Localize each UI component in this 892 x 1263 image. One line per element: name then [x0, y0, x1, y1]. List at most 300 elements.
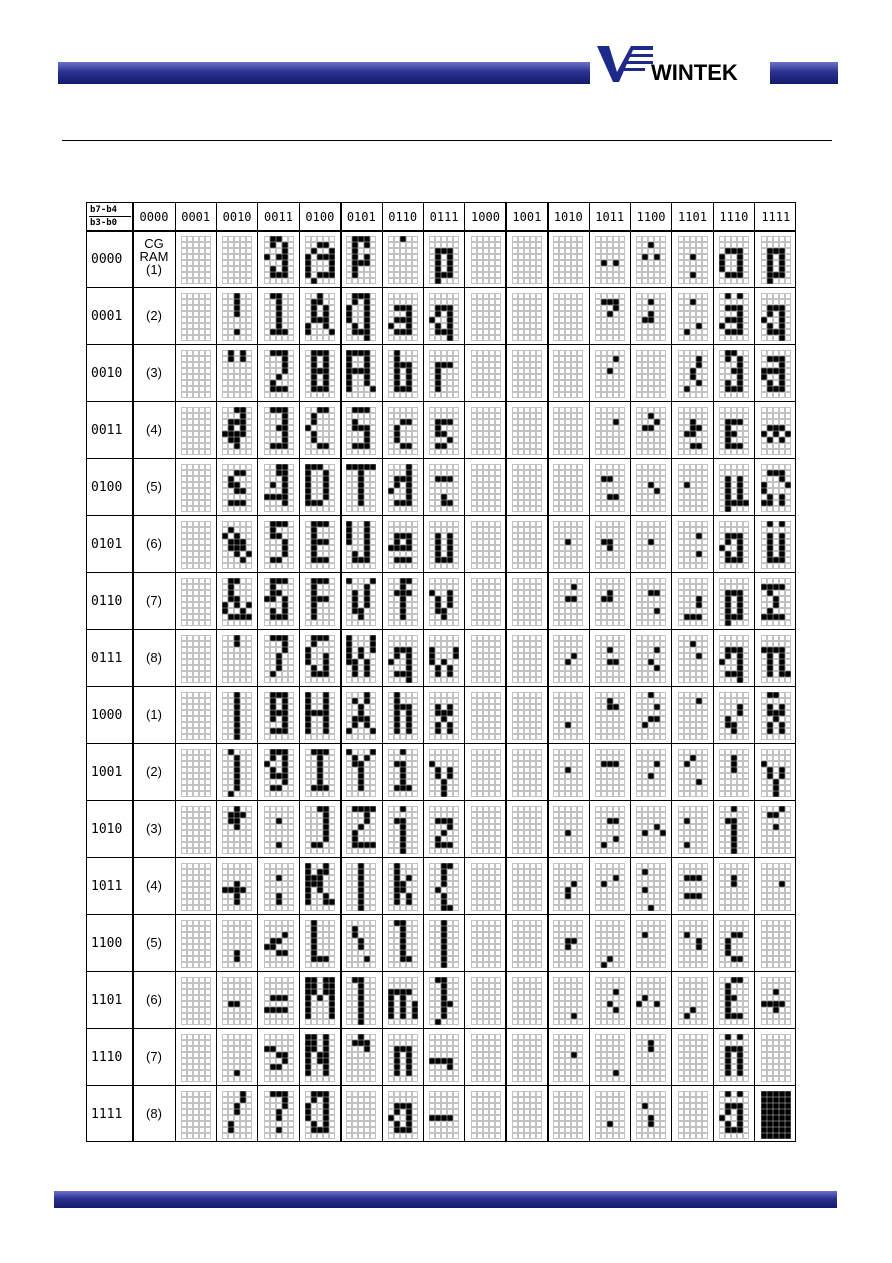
- dot-matrix-cell: [346, 806, 376, 854]
- dot-matrix-cell: [553, 806, 583, 854]
- dot-matrix-cell: [553, 920, 583, 968]
- brand-name: WINTEK: [651, 60, 738, 85]
- dot-matrix-cell: [264, 692, 294, 740]
- dot-matrix-cell: [305, 578, 335, 626]
- grid-hline: [87, 914, 795, 915]
- dot-matrix-cell: [512, 350, 542, 398]
- dot-matrix-cell: [181, 806, 211, 854]
- column-header: 0100: [305, 210, 335, 224]
- corner-label-high-bits: b7-b4: [90, 205, 118, 215]
- dot-matrix-cell: [388, 635, 418, 683]
- dot-matrix-cell: [719, 521, 749, 569]
- dot-matrix-cell: [471, 236, 501, 284]
- column-header: 1011: [595, 210, 625, 224]
- dot-matrix-cell: [512, 863, 542, 911]
- dot-matrix-cell: [429, 521, 459, 569]
- dot-matrix-cell: [719, 350, 749, 398]
- dot-matrix-cell: [512, 977, 542, 1025]
- dot-matrix-cell: [305, 1091, 335, 1139]
- dot-matrix-cell: [264, 293, 294, 341]
- grid-hline: [87, 1028, 795, 1029]
- dot-matrix-cell: [181, 863, 211, 911]
- dot-matrix-cell: [512, 1034, 542, 1082]
- dot-matrix-cell: [512, 920, 542, 968]
- dot-matrix-cell: [181, 350, 211, 398]
- dot-matrix-cell: [678, 977, 708, 1025]
- dot-matrix-cell: [553, 293, 583, 341]
- dot-matrix-cell: [636, 1091, 666, 1139]
- dot-matrix-cell: [636, 350, 666, 398]
- dot-matrix-cell: [553, 863, 583, 911]
- column-header: 1001: [512, 210, 542, 224]
- dot-matrix-cell: [719, 749, 749, 797]
- dot-matrix-cell: [429, 464, 459, 512]
- dot-matrix-cell: [761, 1034, 791, 1082]
- dot-matrix-cell: [761, 521, 791, 569]
- dot-matrix-cell: [264, 407, 294, 455]
- row-header: 0101: [91, 536, 123, 552]
- row-header: 1011: [91, 878, 123, 894]
- grid-hline: [87, 686, 795, 687]
- dot-matrix-cell: [181, 407, 211, 455]
- dot-matrix-cell: [346, 692, 376, 740]
- cgram-label-first: CG RAM (1): [139, 236, 169, 277]
- dot-matrix-cell: [719, 578, 749, 626]
- dot-matrix-cell: [181, 1091, 211, 1139]
- dot-matrix-cell: [388, 293, 418, 341]
- dot-matrix-cell: [553, 464, 583, 512]
- dot-matrix-cell: [471, 350, 501, 398]
- dot-matrix-cell: [305, 749, 335, 797]
- dot-matrix-cell: [636, 407, 666, 455]
- dot-matrix-cell: [305, 977, 335, 1025]
- dot-matrix-cell: [388, 1091, 418, 1139]
- dot-matrix-cell: [678, 806, 708, 854]
- dot-matrix-cell: [678, 1091, 708, 1139]
- row-header: 0110: [91, 593, 123, 609]
- dot-matrix-cell: [595, 749, 625, 797]
- dot-matrix-cell: [388, 464, 418, 512]
- dot-matrix-cell: [305, 806, 335, 854]
- dot-matrix-cell: [553, 977, 583, 1025]
- dot-matrix-cell: [636, 749, 666, 797]
- dot-matrix-cell: [512, 1091, 542, 1139]
- dot-matrix-cell: [305, 692, 335, 740]
- dot-matrix-cell: [264, 920, 294, 968]
- dot-matrix-cell: [471, 1034, 501, 1082]
- dot-matrix-cell: [305, 236, 335, 284]
- dot-matrix-cell: [222, 1091, 252, 1139]
- dot-matrix-cell: [761, 749, 791, 797]
- dot-matrix-cell: [471, 749, 501, 797]
- dot-matrix-cell: [346, 1091, 376, 1139]
- column-header: 0010: [222, 210, 252, 224]
- dot-matrix-cell: [264, 863, 294, 911]
- column-header: 0011: [264, 210, 293, 224]
- dot-matrix-cell: [471, 1091, 501, 1139]
- dot-matrix-cell: [222, 806, 252, 854]
- column-header: 0000: [139, 210, 169, 224]
- dot-matrix-cell: [388, 350, 418, 398]
- column-header: 1010: [553, 210, 583, 224]
- dot-matrix-cell: [512, 578, 542, 626]
- cgram-label: (8): [146, 1105, 162, 1121]
- dot-matrix-cell: [222, 350, 252, 398]
- header-rule: [62, 140, 832, 141]
- dot-matrix-cell: [678, 236, 708, 284]
- dot-matrix-cell: [719, 293, 749, 341]
- dot-matrix-cell: [388, 407, 418, 455]
- dot-matrix-cell: [636, 863, 666, 911]
- dot-matrix-cell: [388, 920, 418, 968]
- dot-matrix-cell: [761, 692, 791, 740]
- dot-matrix-cell: [388, 977, 418, 1025]
- dot-matrix-cell: [678, 692, 708, 740]
- dot-matrix-cell: [346, 749, 376, 797]
- dot-matrix-cell: [595, 293, 625, 341]
- dot-matrix-cell: [636, 464, 666, 512]
- dot-matrix-cell: [264, 236, 294, 284]
- dot-matrix-cell: [346, 293, 376, 341]
- dot-matrix-cell: [429, 407, 459, 455]
- dot-matrix-cell: [388, 692, 418, 740]
- dot-matrix-cell: [388, 236, 418, 284]
- dot-matrix-cell: [595, 692, 625, 740]
- dot-matrix-cell: [346, 521, 376, 569]
- cgram-label: (5): [146, 934, 162, 950]
- grid-hline: [87, 743, 795, 744]
- dot-matrix-cell: [429, 749, 459, 797]
- cgram-label: (7): [146, 592, 162, 608]
- dot-matrix-cell: [181, 236, 211, 284]
- dot-matrix-cell: [595, 350, 625, 398]
- dot-matrix-cell: [471, 521, 501, 569]
- dot-matrix-cell: [305, 635, 335, 683]
- dot-matrix-cell: [264, 521, 294, 569]
- grid-hline: [87, 458, 795, 459]
- grid-hline: [87, 1085, 795, 1086]
- dot-matrix-cell: [305, 350, 335, 398]
- dot-matrix-cell: [636, 1034, 666, 1082]
- dot-matrix-cell: [761, 1091, 791, 1139]
- dot-matrix-cell: [305, 407, 335, 455]
- dot-matrix-cell: [181, 920, 211, 968]
- column-header: 0001: [181, 210, 211, 224]
- dot-matrix-cell: [719, 977, 749, 1025]
- dot-matrix-cell: [346, 350, 376, 398]
- dot-matrix-cell: [595, 920, 625, 968]
- header-bar-left: [58, 62, 590, 84]
- dot-matrix-cell: [305, 1034, 335, 1082]
- dot-matrix-cell: [761, 236, 791, 284]
- dot-matrix-cell: [595, 407, 625, 455]
- dot-matrix-cell: [181, 521, 211, 569]
- dot-matrix-cell: [636, 977, 666, 1025]
- dot-matrix-cell: [346, 977, 376, 1025]
- dot-matrix-cell: [761, 806, 791, 854]
- column-header: 0111: [429, 210, 459, 224]
- dot-matrix-cell: [305, 863, 335, 911]
- dot-matrix-cell: [636, 293, 666, 341]
- cgram-label: (2): [146, 307, 162, 323]
- wintek-logo-mark: [595, 42, 655, 88]
- dot-matrix-cell: [471, 578, 501, 626]
- cgram-label: (8): [146, 649, 162, 665]
- dot-matrix-cell: [471, 464, 501, 512]
- header-bar-right: [770, 62, 838, 84]
- dot-matrix-cell: [471, 407, 501, 455]
- dot-matrix-cell: [761, 293, 791, 341]
- dot-matrix-cell: [346, 578, 376, 626]
- dot-matrix-cell: [429, 977, 459, 1025]
- dot-matrix-cell: [181, 578, 211, 626]
- dot-matrix-cell: [305, 464, 335, 512]
- dot-matrix-cell: [471, 977, 501, 1025]
- dot-matrix-cell: [553, 578, 583, 626]
- grid-hline: [87, 857, 795, 858]
- row-header: 1001: [91, 764, 123, 780]
- grid-hline: [87, 800, 795, 801]
- dot-matrix-cell: [222, 692, 252, 740]
- dot-matrix-cell: [222, 635, 252, 683]
- dot-matrix-cell: [719, 863, 749, 911]
- dot-matrix-cell: [636, 920, 666, 968]
- dot-matrix-cell: [678, 293, 708, 341]
- dot-matrix-cell: [181, 635, 211, 683]
- dot-matrix-cell: [429, 236, 459, 284]
- dot-matrix-cell: [388, 863, 418, 911]
- dot-matrix-cell: [264, 578, 294, 626]
- grid-hline: [87, 629, 795, 630]
- dot-matrix-cell: [429, 350, 459, 398]
- dot-matrix-cell: [429, 578, 459, 626]
- cgram-label: (6): [146, 991, 162, 1007]
- dot-matrix-cell: [553, 749, 583, 797]
- row-header: 0011: [91, 422, 123, 438]
- dot-matrix-cell: [595, 863, 625, 911]
- grid-hline: [87, 971, 795, 972]
- column-header: 1100: [636, 210, 666, 224]
- dot-matrix-cell: [719, 692, 749, 740]
- cgram-label: (6): [146, 535, 162, 551]
- dot-matrix-cell: [553, 692, 583, 740]
- row-header: 0001: [91, 308, 123, 324]
- dot-matrix-cell: [264, 1091, 294, 1139]
- dot-matrix-cell: [553, 635, 583, 683]
- dot-matrix-cell: [264, 749, 294, 797]
- dot-matrix-cell: [512, 293, 542, 341]
- dot-matrix-cell: [222, 749, 252, 797]
- dot-matrix-cell: [553, 521, 583, 569]
- dot-matrix-cell: [761, 920, 791, 968]
- dot-matrix-cell: [181, 293, 211, 341]
- footer-bar: [54, 1191, 837, 1208]
- dot-matrix-cell: [512, 635, 542, 683]
- dot-matrix-cell: [553, 236, 583, 284]
- dot-matrix-cell: [181, 749, 211, 797]
- column-header: 1111: [761, 210, 791, 224]
- dot-matrix-cell: [222, 1034, 252, 1082]
- dot-matrix-cell: [636, 578, 666, 626]
- row-header: 1111: [91, 1106, 123, 1122]
- dot-matrix-cell: [429, 692, 459, 740]
- dot-matrix-cell: [761, 407, 791, 455]
- dot-matrix-cell: [761, 635, 791, 683]
- dot-matrix-cell: [346, 635, 376, 683]
- row-header: 1010: [91, 821, 123, 837]
- dot-matrix-cell: [222, 521, 252, 569]
- dot-matrix-cell: [553, 1034, 583, 1082]
- row-header: 0000: [91, 251, 123, 267]
- dot-matrix-cell: [346, 1034, 376, 1082]
- dot-matrix-cell: [264, 806, 294, 854]
- grid-hline: [87, 572, 795, 573]
- dot-matrix-cell: [595, 521, 625, 569]
- dot-matrix-cell: [264, 464, 294, 512]
- dot-matrix-cell: [761, 977, 791, 1025]
- dot-matrix-cell: [553, 407, 583, 455]
- dot-matrix-cell: [305, 920, 335, 968]
- dot-matrix-cell: [222, 407, 252, 455]
- dot-matrix-cell: [636, 692, 666, 740]
- dot-matrix-cell: [678, 920, 708, 968]
- cgram-label: (4): [146, 421, 162, 437]
- dot-matrix-cell: [388, 806, 418, 854]
- dot-matrix-cell: [761, 863, 791, 911]
- dot-matrix-cell: [595, 635, 625, 683]
- row-header: 0010: [91, 365, 123, 381]
- dot-matrix-cell: [471, 806, 501, 854]
- corner-divider: [89, 216, 131, 217]
- cgram-label: (3): [146, 820, 162, 836]
- column-header: 0101: [346, 210, 376, 224]
- dot-matrix-cell: [346, 920, 376, 968]
- dot-matrix-cell: [719, 806, 749, 854]
- dot-matrix-cell: [181, 977, 211, 1025]
- row-header: 1101: [91, 992, 123, 1008]
- dot-matrix-cell: [678, 464, 708, 512]
- dot-matrix-cell: [388, 578, 418, 626]
- dot-matrix-cell: [512, 236, 542, 284]
- row-header: 0100: [91, 479, 123, 495]
- dot-matrix-cell: [512, 692, 542, 740]
- dot-matrix-cell: [761, 464, 791, 512]
- dot-matrix-cell: [761, 350, 791, 398]
- column-header: 1110: [719, 210, 749, 224]
- dot-matrix-cell: [636, 236, 666, 284]
- dot-matrix-cell: [429, 920, 459, 968]
- dot-matrix-cell: [678, 749, 708, 797]
- dot-matrix-cell: [181, 692, 211, 740]
- dot-matrix-cell: [719, 464, 749, 512]
- dot-matrix-cell: [388, 1034, 418, 1082]
- cgram-label: (7): [146, 1048, 162, 1064]
- dot-matrix-cell: [471, 863, 501, 911]
- dot-matrix-cell: [636, 635, 666, 683]
- dot-matrix-cell: [264, 977, 294, 1025]
- dot-matrix-cell: [471, 692, 501, 740]
- cgram-label: (2): [146, 763, 162, 779]
- dot-matrix-cell: [512, 749, 542, 797]
- dot-matrix-cell: [719, 635, 749, 683]
- cgram-label: (3): [146, 364, 162, 380]
- dot-matrix-cell: [429, 1091, 459, 1139]
- dot-matrix-cell: [595, 806, 625, 854]
- dot-matrix-cell: [636, 806, 666, 854]
- character-code-table: [86, 202, 796, 1142]
- dot-matrix-cell: [678, 1034, 708, 1082]
- dot-matrix-cell: [595, 578, 625, 626]
- dot-matrix-cell: [429, 635, 459, 683]
- grid-hline: [87, 515, 795, 516]
- dot-matrix-cell: [471, 293, 501, 341]
- column-header: 1000: [471, 210, 500, 224]
- dot-matrix-cell: [761, 578, 791, 626]
- dot-matrix-cell: [553, 1091, 583, 1139]
- dot-matrix-cell: [678, 407, 708, 455]
- dot-matrix-cell: [346, 236, 376, 284]
- dot-matrix-cell: [595, 1034, 625, 1082]
- dot-matrix-cell: [678, 578, 708, 626]
- dot-matrix-cell: [222, 236, 252, 284]
- dot-matrix-cell: [429, 293, 459, 341]
- dot-matrix-cell: [719, 1091, 749, 1139]
- dot-matrix-cell: [595, 236, 625, 284]
- dot-matrix-cell: [678, 863, 708, 911]
- cgram-label: (5): [146, 478, 162, 494]
- dot-matrix-cell: [222, 293, 252, 341]
- grid-hline: [87, 401, 795, 402]
- dot-matrix-cell: [181, 1034, 211, 1082]
- wintek-logo: [595, 42, 770, 88]
- grid-hline: [87, 287, 795, 288]
- row-header: 1100: [91, 935, 123, 951]
- corner-label-low-bits: b3-b0: [90, 218, 118, 228]
- dot-matrix-cell: [471, 920, 501, 968]
- dot-matrix-cell: [346, 407, 376, 455]
- dot-matrix-cell: [346, 464, 376, 512]
- dot-matrix-cell: [264, 635, 294, 683]
- dot-matrix-cell: [222, 977, 252, 1025]
- dot-matrix-cell: [429, 863, 459, 911]
- dot-matrix-cell: [595, 977, 625, 1025]
- dot-matrix-cell: [719, 407, 749, 455]
- grid-hline: [87, 230, 795, 232]
- cgram-label: (4): [146, 877, 162, 893]
- dot-matrix-cell: [595, 464, 625, 512]
- dot-matrix-cell: [512, 521, 542, 569]
- column-header: 1101: [678, 210, 707, 224]
- dot-matrix-cell: [429, 806, 459, 854]
- dot-matrix-cell: [471, 635, 501, 683]
- dot-matrix-cell: [636, 521, 666, 569]
- dot-matrix-cell: [222, 464, 252, 512]
- dot-matrix-cell: [264, 350, 294, 398]
- dot-matrix-cell: [553, 350, 583, 398]
- row-header: 0111: [91, 650, 123, 666]
- dot-matrix-cell: [264, 1034, 294, 1082]
- grid-hline: [87, 344, 795, 345]
- dot-matrix-cell: [346, 863, 376, 911]
- column-header: 0110: [388, 210, 418, 224]
- dot-matrix-cell: [512, 407, 542, 455]
- row-header: 1000: [91, 707, 123, 723]
- dot-matrix-cell: [678, 350, 708, 398]
- row-header: 1110: [91, 1049, 123, 1065]
- dot-matrix-cell: [719, 1034, 749, 1082]
- dot-matrix-cell: [222, 578, 252, 626]
- dot-matrix-cell: [305, 521, 335, 569]
